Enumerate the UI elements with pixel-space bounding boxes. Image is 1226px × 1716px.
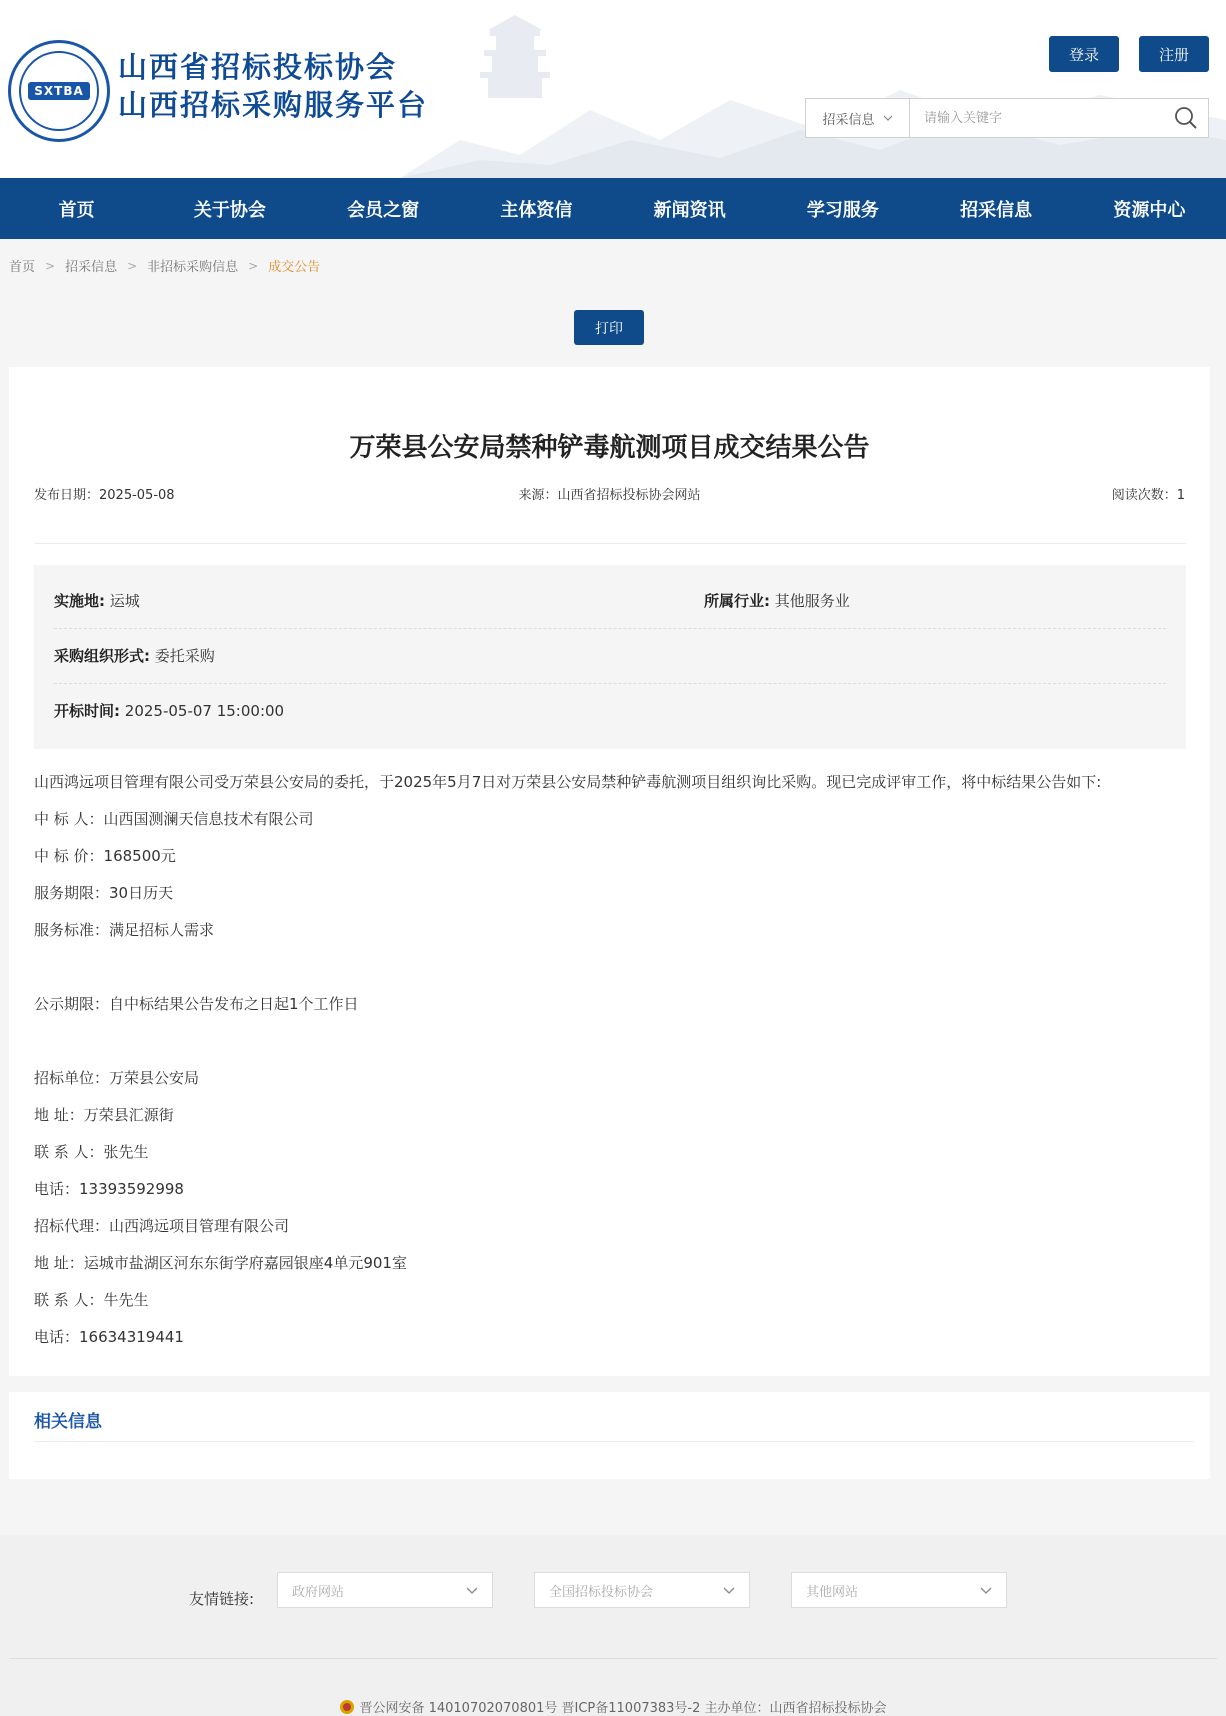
landscape-background-decoration <box>400 0 1226 178</box>
search-category-select[interactable] <box>806 99 910 137</box>
open-time-value: 2025-05-07 15:00:00 <box>124 702 285 720</box>
header <box>0 0 1226 178</box>
copyright <box>0 1697 1226 1716</box>
breadcrumb-current[interactable]: 成交公告 <box>268 260 321 275</box>
open-time-label: 开标时间: <box>54 702 120 720</box>
info-row-industry <box>704 590 1164 611</box>
location-label: 实施地: <box>54 592 105 610</box>
link-select-label: 其他网站 <box>806 1584 859 1600</box>
search-category-label: 招采信息 <box>822 112 875 128</box>
nav-item-news[interactable]: 新闻资讯 <box>653 199 726 221</box>
copyright-text: 晋公网安备 14010702070801号 晋ICP备11007383号-2 主办单位：山西省招标投标协会 <box>359 1701 887 1716</box>
info-row-open-time <box>54 700 1166 721</box>
chevron-down-icon <box>883 115 893 121</box>
nav-item-about[interactable]: 关于协会 <box>193 199 266 221</box>
article-body <box>34 764 1194 1356</box>
body-line-tenderer: 招标单位：万荣县公安局 <box>34 1069 200 1087</box>
org-label: 采购组织形式: <box>54 647 150 665</box>
article-source: 来源：山西省招标投标协会网站 <box>518 488 701 503</box>
footer <box>0 1535 1226 1716</box>
body-line-agent-phone: 电话：16634319441 <box>34 1328 184 1346</box>
nav-item-learning[interactable]: 学习服务 <box>806 199 879 221</box>
nav-item-resources[interactable]: 资源中心 <box>1113 199 1186 221</box>
title-divider <box>34 543 1186 544</box>
view-count: 阅读次数：1 <box>1111 488 1185 503</box>
site-title[interactable] <box>118 48 428 124</box>
body-line-winner: 中 标 人：山西国测澜天信息技术有限公司 <box>34 810 314 828</box>
main-nav <box>0 178 1226 239</box>
link-select-label: 政府网站 <box>292 1584 345 1600</box>
chevron-right-icon: > <box>45 258 56 273</box>
body-line-tenderer-phone: 电话：13393592998 <box>34 1180 184 1198</box>
site-title-line1: 山西省招标投标协会 <box>118 50 398 84</box>
body-line-agent-contact: 联 系 人：牛先生 <box>34 1291 149 1309</box>
info-row-org <box>54 645 1166 666</box>
body-line-standard: 服务标准：满足招标人需求 <box>34 921 215 939</box>
body-line-blank <box>34 1023 1194 1060</box>
body-line-tenderer-address: 地 址：万荣县汇源街 <box>34 1106 174 1124</box>
body-line-period: 服务期限：30日历天 <box>34 884 174 902</box>
breadcrumb-non-tender[interactable]: 非招标采购信息 <box>147 260 239 275</box>
article-panel <box>9 367 1210 1376</box>
body-line-blank <box>34 949 1194 986</box>
search-box <box>805 98 1209 138</box>
police-badge-icon <box>339 1699 355 1715</box>
nav-item-home[interactable]: 首页 <box>58 199 95 221</box>
search-icon[interactable] <box>1164 99 1208 137</box>
related-info-panel <box>9 1392 1210 1479</box>
link-select-label: 全国招标投标协会 <box>549 1584 654 1600</box>
body-paragraph: 山西鸿远项目管理有限公司受万荣县公安局的委托，于2025年5月7日对万荣县公安局禁种铲毒航测项目组织询比采购。现已完成评审工作，将中标结果公告如下: <box>34 773 1102 791</box>
body-line-price: 中 标 价：168500元 <box>34 847 176 865</box>
logo-ring <box>19 51 99 131</box>
breadcrumb-procurement[interactable]: 招采信息 <box>65 260 118 275</box>
association-logo[interactable] <box>8 40 110 142</box>
friendly-links-label: 友情链接: <box>189 1590 255 1608</box>
industry-label: 所属行业: <box>704 592 770 610</box>
body-line-publicity: 公示期限：自中标结果公告发布之日起1个工作日 <box>34 995 359 1013</box>
chevron-right-icon: > <box>248 258 259 273</box>
related-info-title: 相关信息 <box>34 1412 102 1432</box>
nav-item-credit[interactable]: 主体资信 <box>500 199 573 221</box>
nav-item-members[interactable]: 会员之窗 <box>347 199 420 221</box>
body-line-agent-address: 地 址：运城市盐湖区河东东街学府嘉园银座4单元901室 <box>34 1254 407 1272</box>
article-title: 万荣县公安局禁种铲毒航测项目成交结果公告 <box>349 433 870 463</box>
org-value: 委托采购 <box>154 647 215 665</box>
link-select-national-association[interactable] <box>534 1572 750 1608</box>
publish-date: 发布日期：2025-05-08 <box>34 488 175 503</box>
body-line-tenderer-contact: 联 系 人：张先生 <box>34 1143 149 1161</box>
breadcrumb <box>9 256 320 275</box>
chevron-down-icon <box>980 1587 992 1594</box>
body-line-agent: 招标代理：山西鸿远项目管理有限公司 <box>34 1217 290 1235</box>
chevron-down-icon <box>723 1587 735 1594</box>
info-divider <box>54 683 1166 684</box>
register-button[interactable]: 注册 <box>1139 36 1209 72</box>
link-select-other[interactable] <box>791 1572 1007 1608</box>
search-input[interactable] <box>910 99 1164 137</box>
site-title-line2: 山西招标采购服务平台 <box>118 88 429 122</box>
related-divider <box>34 1441 1194 1442</box>
chevron-down-icon <box>466 1587 478 1594</box>
print-button[interactable]: 打印 <box>574 310 644 345</box>
nav-item-procurement[interactable]: 招采信息 <box>960 199 1033 221</box>
chevron-right-icon: > <box>127 258 138 273</box>
breadcrumb-home[interactable]: 首页 <box>9 260 36 275</box>
info-divider <box>54 628 1166 629</box>
footer-divider <box>9 1658 1217 1659</box>
location-value: 运城 <box>109 592 140 610</box>
login-button[interactable]: 登录 <box>1049 36 1119 72</box>
logo-badge: SXTBA <box>28 82 90 100</box>
industry-value: 其他服务业 <box>774 592 850 610</box>
link-select-government[interactable] <box>277 1572 493 1608</box>
project-info-box <box>34 565 1186 749</box>
